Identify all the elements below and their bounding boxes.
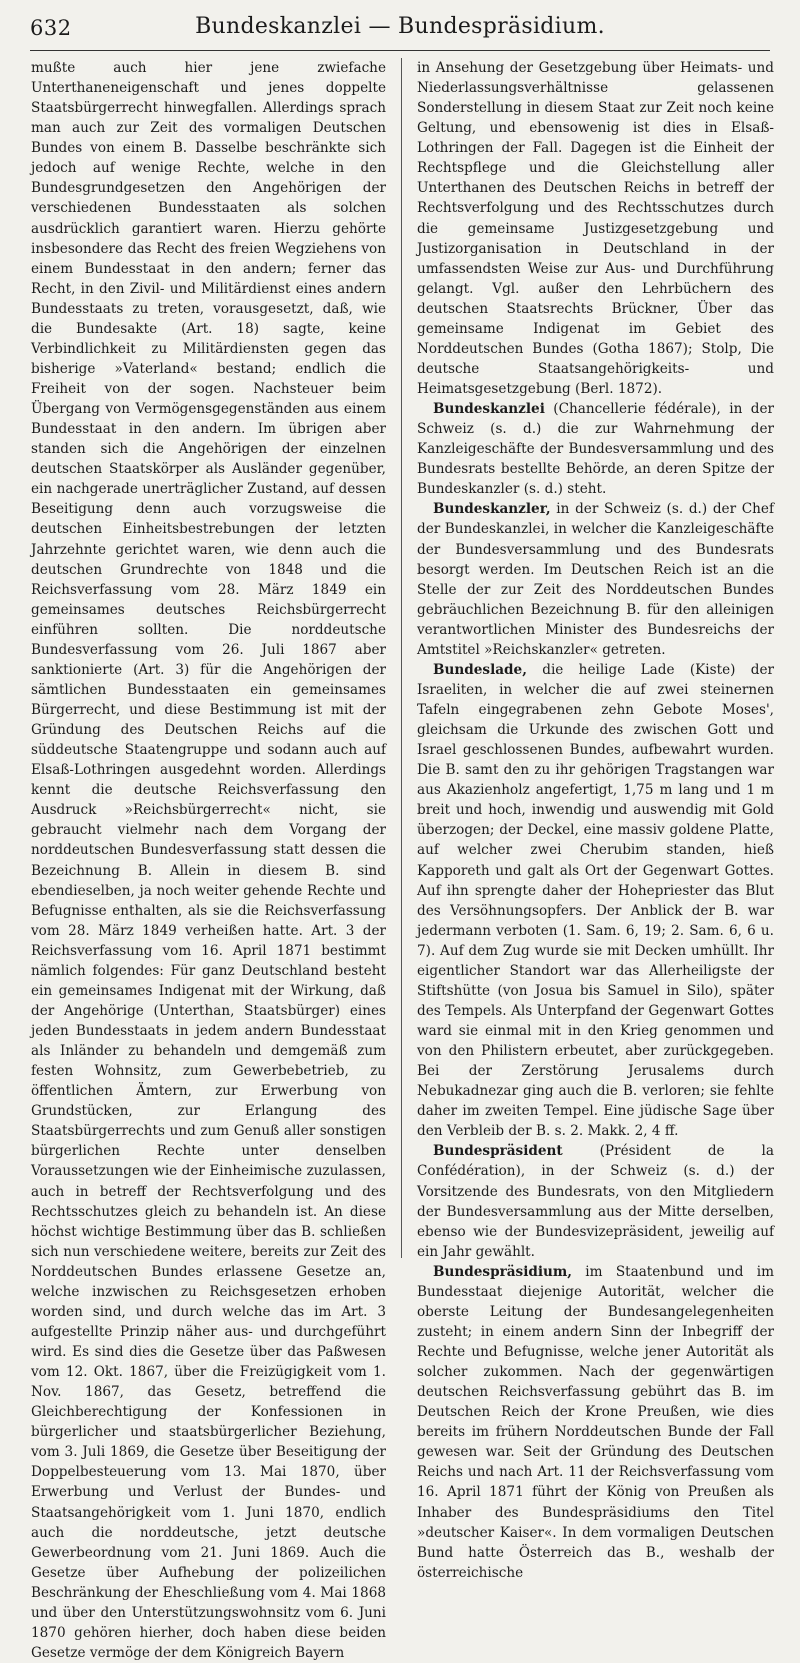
entry-bundeslade xyxy=(417,660,774,1142)
page-number: 632 xyxy=(30,16,72,40)
lemma: Bundeskanzlei xyxy=(433,401,545,418)
lemma: Bundeskanzler, xyxy=(433,501,551,518)
entry-bundespraesident xyxy=(417,1141,774,1261)
entry-text: (Président de la Confédération), in der Schweiz (s. d.) der Vorsitzende des Bundesrats, von den Mitgliedern der Bundesversammlung aus der Mitte derselben, ebenso wie der Bundesvizepräsident, jeweilig auf ein Jahr gewählt. xyxy=(417,1143,774,1260)
right-column xyxy=(417,58,774,1581)
entry-bundeskanzler xyxy=(417,499,774,660)
header-rule xyxy=(30,50,770,51)
running-title: Bundeskanzlei — Bundespräsidium. xyxy=(195,14,605,39)
page-header xyxy=(30,6,770,48)
column-divider xyxy=(401,58,402,1258)
entry-text: (Chancellerie fédérale), in der Schweiz (s. d.) die zur Wahrnehmung der Kanzleigeschäfte der Bundesversammlung und des Bundesrats bestellte Behörde, an deren Spitze der Bundeskanzler (s. d.) steht. xyxy=(417,401,774,498)
entry-text: die heilige Lade (Kiste) der Israeliten, in welcher die auf zwei steinernen Tafeln eingegrabenen zehn Gebote Moses', gleichsam die Urkunde des zwischen Gott und Israel geschlossenen Bundes, aufbewahrt wurden. Die B. samt den zu ihr gehörigen Tragstangen war aus Akazienholz angefertigt, 1,75 m lang und 1 m breit und hoch, inwendig und auswendig mit Gold überzogen; der Deckel, eine massiv goldene Platte, auf welcher zwei Cherubim standen, hieß Kapporeth und galt als Ort der Gegenwart Gottes. Auf ihn sprengte daher der Hohepriester das Blut des Versöhnungsopfers. Der Anblick der B. war jedermann verboten (1. Sam. 6, 19; 2. Sam. 6, 6 u. 7). Auf dem Zug wurde sie mit Decken umhüllt. Ihr eigentlicher Standort war das Allerheiligste der Stiftshütte (von Josua bis Samuel in Silo), später des Tempels. Als Unterpfand der Gegenwart Gottes ward sie einmal mit in den Krieg genommen und von den Philistern erbeutet, aber zurückgegeben. Bei der Zerstörung Jerusalems durch Nebukadnezar ging auch die B. verloren; sie fehlte daher im zweiten Tempel. Eine jüdische Sage über den Verbleib der B. s. 2. Makk. 2, 4 ff. xyxy=(417,661,774,1140)
lemma: Bundespräsident xyxy=(433,1143,563,1160)
lemma: Bundeslade, xyxy=(433,661,527,678)
entry-text: in der Schweiz (s. d.) der Chef der Bundeskanzlei, in welcher die Kanzleigeschäfte der Bundesversammlung und des Bundesrats besorgt werden. Im Deutschen Reich ist an die Stelle der zur Zeit des Norddeutschen Bundes gebräuchlichen Bezeichnung B. für den alleinigen verantwortlichen Minister des Bundesreichs der Amtstitel »Reichskanzler« getreten. xyxy=(417,501,774,658)
entry-bundeskanzlei xyxy=(417,399,774,499)
entry-bundespraesidium xyxy=(417,1262,774,1583)
entry-text: im Staatenbund und im Bundesstaat diejenige Autorität, welcher die oberste Leitung der Bundesangelegenheiten zusteht; in einem andern Sinn der Inbegriff der Rechte und Befugnisse, welche jener Autorität als solcher zukommen. Nach der gegenwärtigen deutschen Reichsverfassung gebührt das B. im Deutschen Reich der Krone Preußen, wie dies bereits im frühern Norddeutschen Bunde der Fall gewesen war. Seit der Gründung des Deutschen Reichs und nach Art. 11 der Reichsverfassung vom 16. April 1871 führt der König von Preußen als Inhaber des Bundespräsidiums den Titel »deutscher Kaiser«. In dem vormaligen Deutschen Bund hatte Österreich das B., weshalb der österreichische xyxy=(417,1263,774,1581)
lemma: Bundespräsidium, xyxy=(433,1263,573,1280)
continuation-text: in Ansehung der Gesetzgebung über Heimats- und Niederlassungsverhältnisse gelassenen Sonderstellung in diesem Staat zur Zeit noch keine Geltung, und ebensowenig ist dies in Elsaß-Lothringen der Fall. Dagegen ist die Einheit der Rechtspflege und die Gleichstellung aller Unterthanen des Deutschen Reichs in betreff der Rechtsverfolgung und des Rechtsschutzes durch die gemeinsame Justizgesetzgebung und Justizorganisation in Deutschland in der umfassendsten Weise zur Aus- und Durchführung gelangt. Vgl. außer den Lehrbüchern des deutschen Staatsrechts Brückner, Über das gemeinsame Indigenat im Gebiet des Norddeutschen Bundes (Gotha 1867); Stolp, Die deutsche Staatsangehörigkeits- und Heimatsgesetzgebung (Berl. 1872). xyxy=(417,60,774,397)
left-column-text: mußte auch hier jene zwiefache Unterthaneneigenschaft und jenes doppelte Staatsbürgerrecht hinwegfallen. Allerdings sprach man auch zur Zeit des vormaligen Deutschen Bundes von einem B. Dasselbe beschränkte sich jedoch auf wenige Rechte, welche in den Bundesgrundgesetzen den Angehörigen der verschiedenen Bundesstaaten als solchen ausdrücklich garantiert waren. Hierzu gehörte insbesondere das Recht des freien Wegziehens von einem Bundesstaat in den andern; ferner das Recht, in den Zivil- und Militärdienst eines andern Bundesstaats zu treten, vorausgesetzt, daß, wie die Bundesakte (Art. 18) sagte, keine Verbindlichkeit zu Militärdiensten gegen das bisherige »Vaterland« bestand; endlich die Freiheit von der sogen. Nachsteuer beim Übergang von Vermögensgegenständen aus einem Bundesstaat in den andern. Im übrigen aber standen sich die Angehörigen der einzelnen deutschen Staatskörper als Ausländer gegenüber, ein nachgerade unerträglicher Zustand, auf dessen Beseitigung denn auch vorzugsweise die deutschen Einheitsbestrebungen der letzten Jahrzehnte gerichtet waren, wie denn auch die deutschen Grundrechte von 1848 und die Reichsverfassung vom 28. März 1849 ein gemeinsames deutsches Reichsbürgerrecht einführen sollten. Die norddeutsche Bundesverfassung vom 26. Juli 1867 aber sanktionierte (Art. 3) für die Angehörigen der sämtlichen Bundesstaaten ein gemeinsames Bürgerrecht, und diese Bestimmung ist mit der Gründung des Deutschen Reichs auf die süddeutsche Staatengruppe und sodann auch auf Elsaß-Lothringen ausgedehnt worden. Allerdings kennt die deutsche Reichsverfassung den Ausdruck »Reichsbürgerrecht« nicht, sie gebraucht vielmehr nach dem Vorgang der norddeutschen Bundesverfassung statt dessen die Bezeichnung B. Allein in diesem B. sind ebendieselben, ja noch weiter gehende Rechte und Befugnisse enthalten, als sie die Reichsverfassung vom 28. März 1849 verheißen hatte. Art. 3 der Reichsverfassung vom 16. April 1871 bestimmt nämlich folgendes: Für ganz Deutschland besteht ein gemeinsames Indigenat mit der Wirkung, daß der Angehörige (Unterthan, Staatsbürger) eines jeden Bundesstaats in jedem andern Bundesstaat als Inländer zu behandeln und demgemäß zum festen Wohnsitz, zum Gewerbebetrieb, zu öffentlichen Ämtern, zur Erwerbung von Grundstücken, zur Erlangung des Staatsbürgerrechts und zum Genuß aller sonstigen bürgerlichen Rechte unter denselben Voraussetzungen wie der Einheimische zuzulassen, auch in betreff der Rechtsverfolgung und des Rechtsschutzes gleich zu behandeln ist. An diese höchst wichtige Bestimmung über das B. schließen sich nun verschiedene weitere, bereits zur Zeit des Norddeutschen Bundes erlassene Gesetze an, welche inzwischen zu Reichsgesetzen erhoben worden sind, und durch welche das im Art. 3 aufgestellte Prinzip näher aus- und durchgeführt wird. Es sind dies die Gesetze über das Paßwesen vom 12. Okt. 1867, über die Freizügigkeit vom 1. Nov. 1867, das Gesetz, betreffend die Gleichberechtigung der Konfessionen in bürgerlicher und staatsbürgerlicher Beziehung, vom 3. Juli 1869, die Gesetze über Beseitigung der Doppelbesteuerung vom 13. Mai 1870, über Erwerbung und Verlust der Bundes- und Staatsangehörigkeit vom 1. Juni 1870, endlich auch die norddeutsche, jetzt deutsche Gewerbeordnung vom 21. Juni 1869. Auch die Gesetze über Aufhebung der polizeilichen Beschränkung der Eheschließung vom 4. Mai 1868 und über den Unterstützungswohnsitz vom 6. Juni 1870 gehören hierher, doch haben diese beiden Gesetze vermöge der dem Königreich Bayern xyxy=(31,60,386,1661)
left-column xyxy=(31,58,386,1661)
